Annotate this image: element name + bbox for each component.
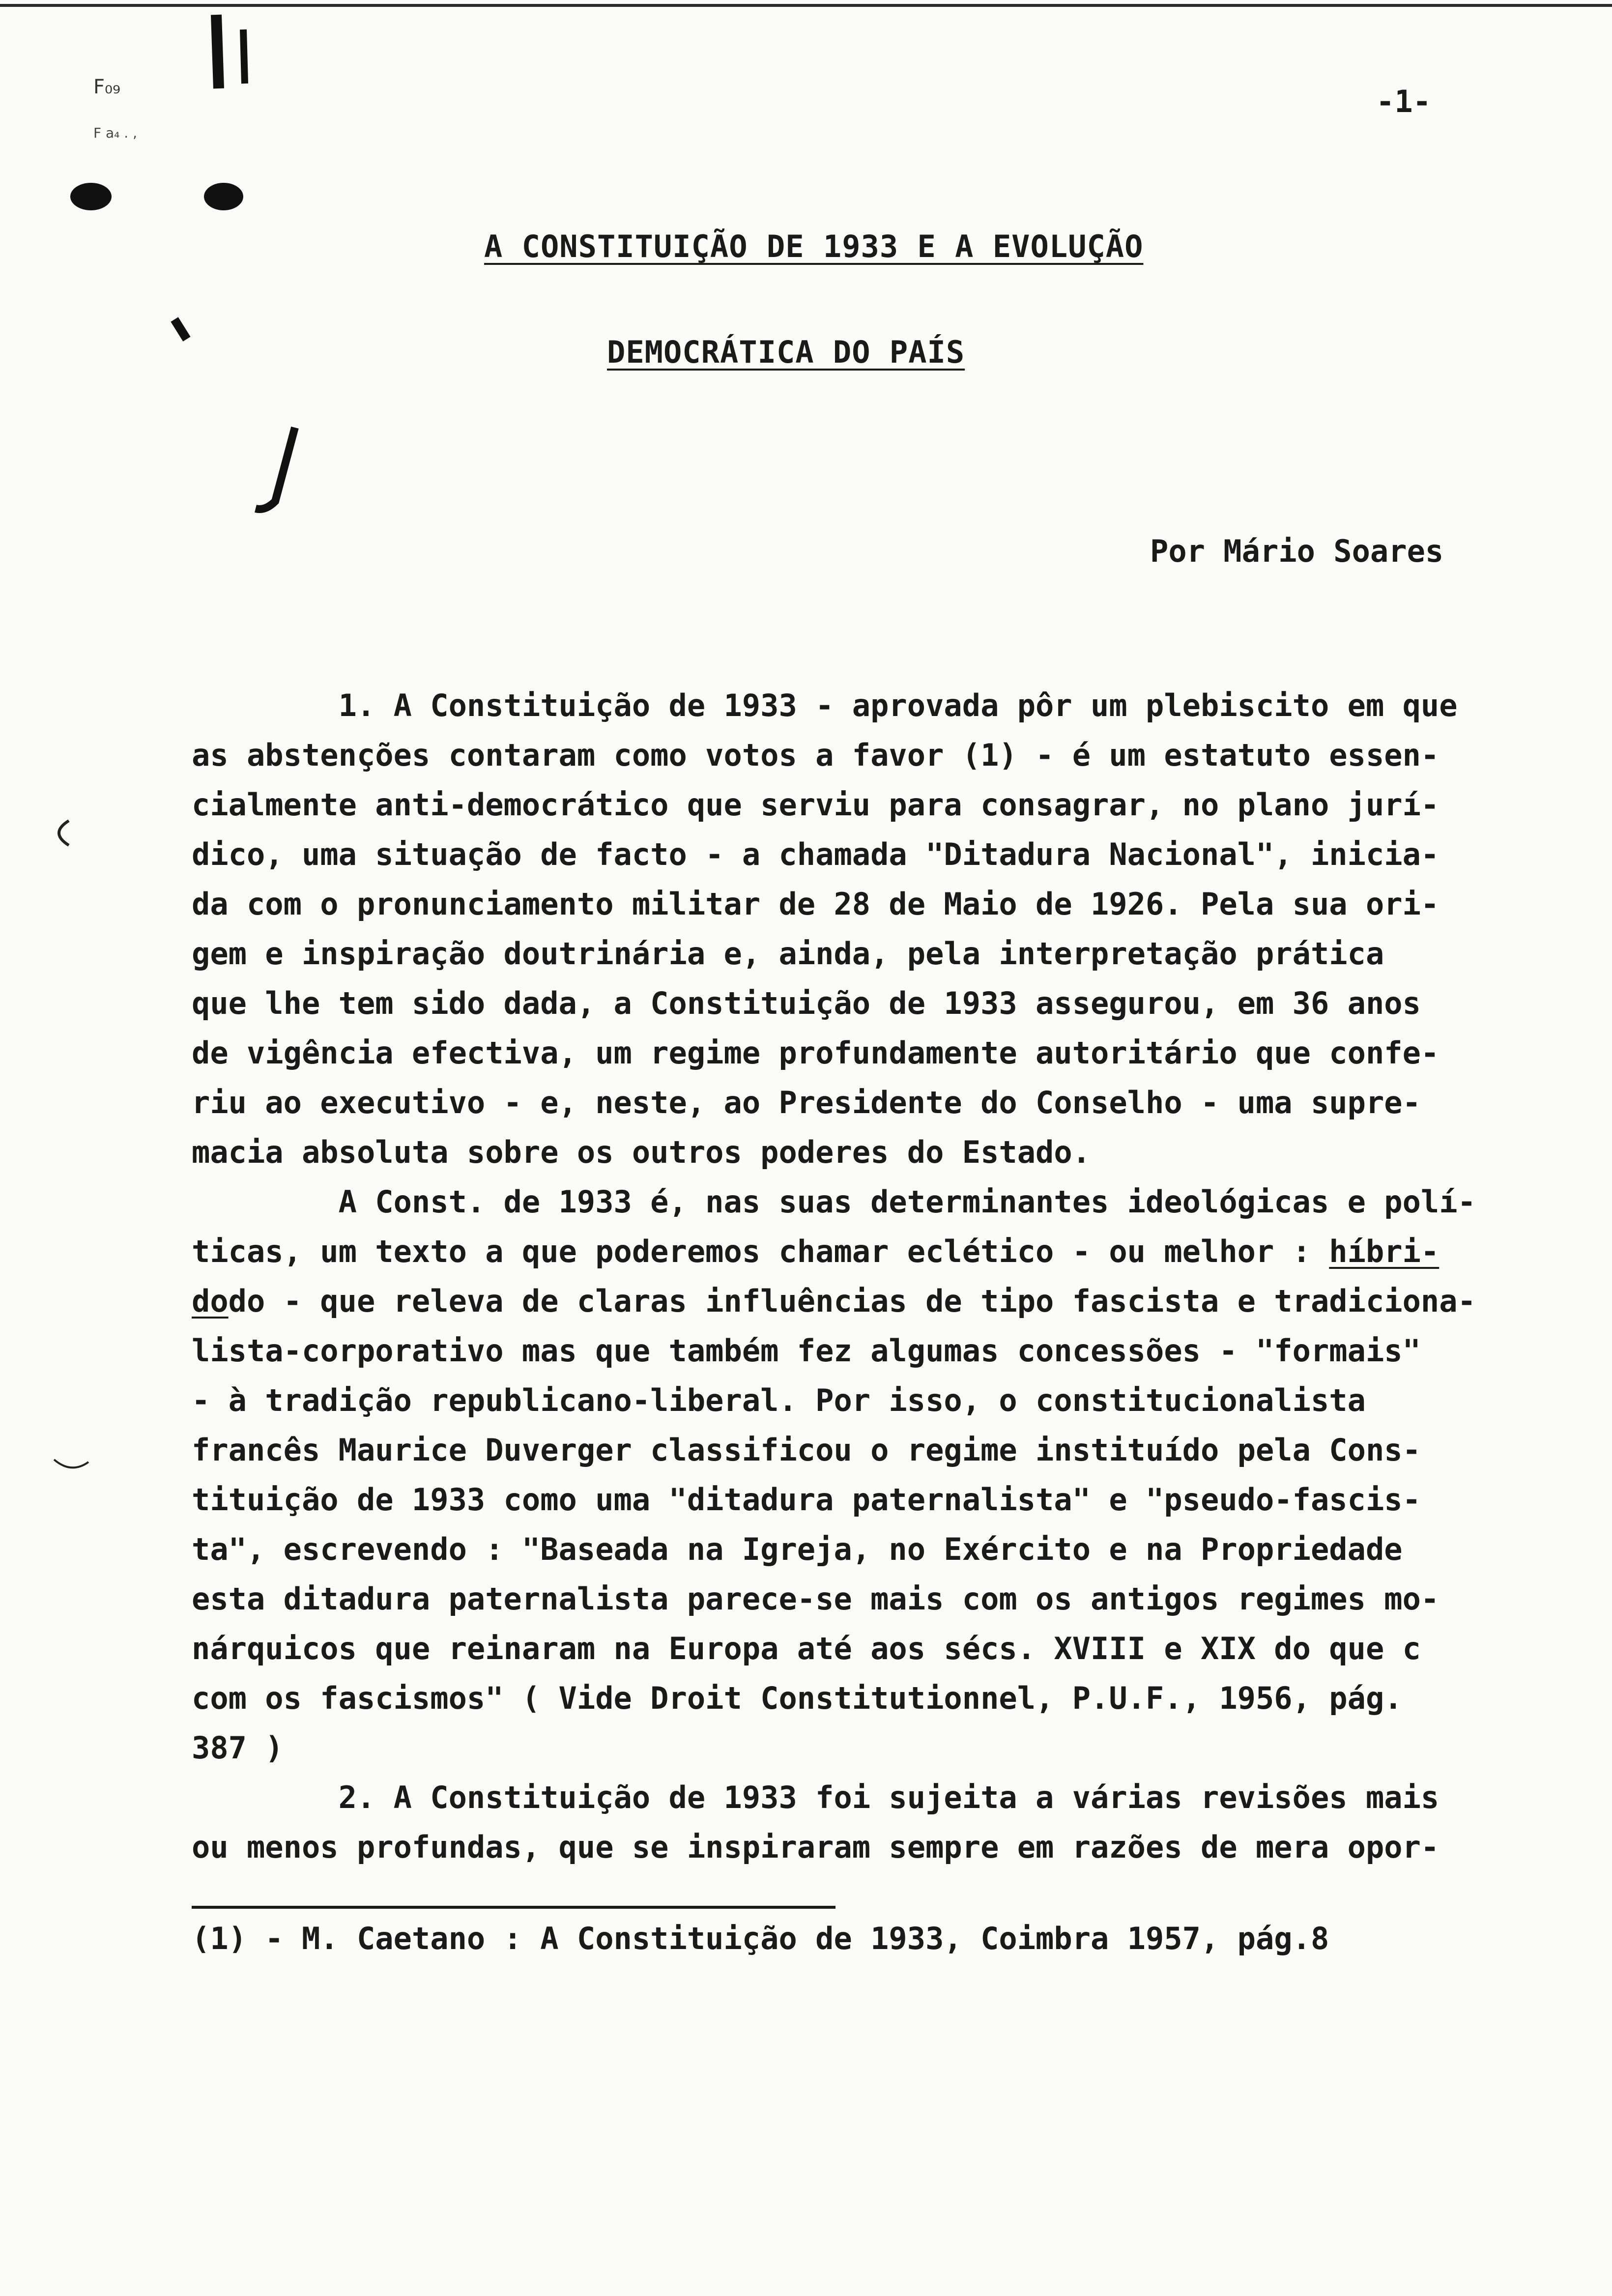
body-line: riu ao executivo - e, neste, ao Presidente do Conselho - uma supre-	[192, 1085, 1421, 1120]
body-line: macia absoluta sobre os outros poderes do Estado.	[192, 1134, 1091, 1170]
underlined-word: híbri-	[1329, 1234, 1439, 1269]
body-line: lista-corporativo mas que também fez algumas concessões - "formais"	[192, 1333, 1421, 1369]
document-body	[192, 681, 1568, 1872]
body-line: A Const. de 1933 é, nas suas determinantes ideológicas e polí-	[192, 1184, 1476, 1220]
body-line: francês Maurice Duverger classificou o regime instituído pela Cons-	[192, 1432, 1421, 1468]
body-line: com os fascismos" ( Vide Droit Constitutionnel, P.U.F., 1956, pág.	[192, 1680, 1403, 1716]
body-line: que lhe tem sido dada, a Constituição de 1933 assegurou, em 36 anos	[192, 985, 1421, 1021]
page-number: -1-	[1376, 84, 1431, 119]
body-line: esta ditadura paternalista parece-se mais com os antigos regimes mo-	[192, 1581, 1439, 1617]
footnote-divider	[192, 1906, 835, 1909]
body-line: 387 )	[192, 1730, 284, 1766]
body-line: dico, uma situação de facto - a chamada "Ditadura Nacional", inicia-	[192, 836, 1439, 872]
body-line: da com o pronunciamento militar de 28 de Maio de 1926. Pela sua ori-	[192, 886, 1439, 922]
body-line: nárquicos que reinaram na Europa até aos sécs. XVIII e XIX do que c	[192, 1631, 1421, 1666]
svg-text:F a₄ . ,: F a₄ . ,	[93, 125, 137, 141]
body-line: ou menos profundas, que se inspiraram sempre em razões de mera opor-	[192, 1829, 1439, 1865]
body-line: cialmente anti-democrático que serviu para consagrar, no plano jurí-	[192, 787, 1439, 823]
body-line-text: do - que releva de claras influências de tipo fascista e tradiciona-	[228, 1283, 1476, 1319]
body-line: tituição de 1933 como uma "ditadura paternalista" e "pseudo-fascis-	[192, 1482, 1421, 1518]
body-line	[192, 1227, 1568, 1276]
svg-text:F₀₉: F₀₉	[93, 76, 121, 98]
body-line	[192, 1276, 1568, 1326]
document-title-line-1: A CONSTITUIÇÃO DE 1933 E A EVOLUÇÃO	[484, 229, 1144, 264]
body-line: - à tradição republicano-liberal. Por isso, o constitucionalista	[192, 1382, 1366, 1418]
body-line: 2. A Constituição de 1933 foi sujeita a várias revisões mais	[192, 1779, 1439, 1815]
ink-marks	[0, 0, 344, 541]
margin-marks	[29, 811, 128, 1597]
footnote: (1) - M. Caetano : A Constituição de 1933, Coimbra 1957, pág.8	[192, 1921, 1329, 1956]
body-line-text: ticas, um texto a que poderemos chamar eclético - ou melhor :	[192, 1234, 1329, 1269]
document-title-line-2: DEMOCRÁTICA DO PAÍS	[607, 334, 965, 370]
author-byline: Por Mário Soares	[1150, 533, 1444, 569]
body-line: gem e inspiração doutrinária e, ainda, pela interpretação prática	[192, 936, 1384, 972]
underlined-word-continuation: do	[192, 1283, 229, 1319]
body-line: as abstenções contaram como votos a favor (1) - é um estatuto essen-	[192, 737, 1439, 773]
body-line: ta", escrevendo : "Baseada na Igreja, no Exército e na Propriedade	[192, 1531, 1403, 1567]
body-line: 1. A Constituição de 1933 - aprovada pôr um plebiscito em que	[192, 688, 1458, 723]
body-line: de vigência efectiva, um regime profundamente autoritário que confe-	[192, 1035, 1439, 1071]
